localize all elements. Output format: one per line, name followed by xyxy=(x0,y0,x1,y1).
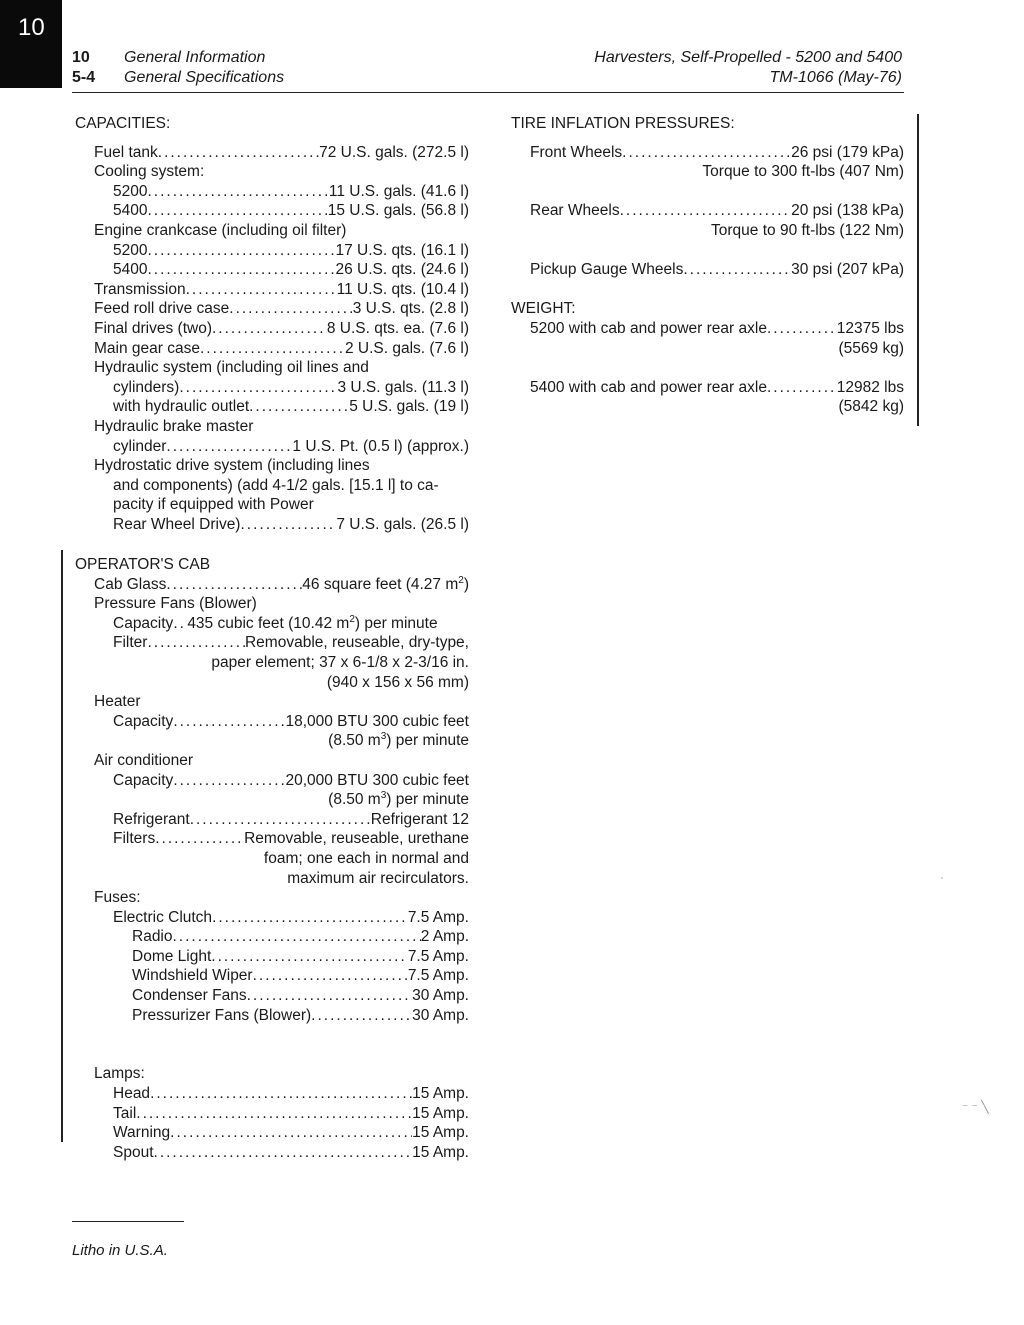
spec-refrigerant xyxy=(75,810,469,830)
spec-fuel-tank xyxy=(75,143,469,163)
spec-value: 26 U.S. qts. (24.6 l) xyxy=(335,261,469,279)
spec-value: 435 cubic feet (10.42 $m^2$) per minute xyxy=(187,613,438,632)
spec-value: 26 psi (179 kPa) xyxy=(791,143,904,161)
spec-label: Spout xyxy=(113,1143,154,1161)
lamp-warning xyxy=(75,1123,469,1143)
spec-ac-capacity xyxy=(75,771,469,791)
spec-label: cylinders) xyxy=(113,378,180,396)
spec-value: 5 U.S. gals. (19 l) xyxy=(349,398,469,416)
spec-label: Windshield Wiper xyxy=(132,967,253,985)
spec-value: 15 Amp. xyxy=(412,1124,469,1142)
weight-5400 xyxy=(511,378,904,398)
cab-section xyxy=(75,555,469,1162)
spec-label: Feed roll drive case xyxy=(94,300,230,318)
spec-value: 11 U.S. qts. (10.4 l) xyxy=(336,280,469,298)
spec-hydraulic-cylinders xyxy=(75,378,469,398)
spec-value: Refrigerant 12 xyxy=(370,810,469,828)
spec-label: with hydraulic outlet xyxy=(113,398,250,416)
footer-litho: Litho in U.S.A. xyxy=(72,1242,168,1259)
spec-cab-glass xyxy=(75,575,469,595)
spec-cooling-5400 xyxy=(75,201,469,221)
spec-value: 12375 lbs xyxy=(836,319,904,337)
spec-value: Removable, reuseable, urethane xyxy=(244,830,469,848)
spec-air-conditioner: Air conditioner xyxy=(94,751,194,769)
spec-value: 17 U.S. qts. (16.1 l) xyxy=(335,241,469,259)
spec-value: 30 psi (207 kPa) xyxy=(791,261,904,279)
tire-rear xyxy=(511,201,904,221)
spec-filters-line2: foam; one each in normal and xyxy=(263,849,469,867)
weight-5200 xyxy=(511,319,904,339)
spec-final-drives xyxy=(75,319,469,339)
spec-value: 15 Amp. xyxy=(412,1104,469,1122)
spec-label: cylinder xyxy=(113,437,167,455)
manual-title: Harvesters, Self-Propelled - 5200 and 5400 xyxy=(594,49,902,66)
capacities-section xyxy=(75,114,469,534)
spec-label: Tail xyxy=(113,1104,137,1122)
spec-label: Capacity xyxy=(113,712,174,730)
spec-hydrostatic-line2: and components) (add 4-1/2 gals. [15.1 l] to ca- xyxy=(113,476,439,494)
spec-value: 15 Amp. xyxy=(412,1085,469,1103)
spec-lamps: Lamps: xyxy=(94,1065,145,1083)
spec-label: Final drives (two) xyxy=(94,319,212,337)
capacities-heading: CAPACITIES: xyxy=(75,115,171,132)
spec-value: 15 Amp. xyxy=(412,1143,469,1161)
lamp-spout xyxy=(75,1143,469,1163)
weight-5400-metric: (5842 kg) xyxy=(838,398,904,416)
spec-label: 5400 with cab and power rear axle xyxy=(530,378,767,396)
spec-fan-filter-line3: (940 x 156 x 56 mm) xyxy=(326,673,469,691)
spec-value: 15 U.S. gals. (56.8 l) xyxy=(327,202,469,220)
spec-label: 5200 xyxy=(113,241,148,259)
spec-value: Removable, reuseable, dry-type, xyxy=(244,634,469,652)
spec-value: 12982 lbs xyxy=(836,378,904,396)
fuse-condenser-fans xyxy=(75,986,469,1006)
spec-label: Refrigerant xyxy=(113,810,190,828)
weight-5200-metric: (5569 kg) xyxy=(838,339,904,357)
tire-rear-torque: Torque to 90 ft-lbs (122 Nm) xyxy=(711,221,904,239)
page-title: General Specifications xyxy=(124,69,285,86)
spec-label: Capacity xyxy=(113,614,174,632)
spec-value: 2 Amp. xyxy=(420,928,469,946)
spec-filters-line3: maximum air recirculators. xyxy=(287,869,469,887)
spec-brake-cylinder xyxy=(75,437,469,457)
spec-label: Radio xyxy=(132,928,173,946)
spec-value: 72 U.S. gals. (272.5 l) xyxy=(319,143,469,161)
spec-label: Front Wheels xyxy=(530,143,623,161)
tire-pickup xyxy=(511,260,904,280)
header-right xyxy=(594,48,902,88)
spec-label: Rear Wheel Drive) xyxy=(113,515,241,533)
spec-value: 3 U.S. qts. (2.8 l) xyxy=(352,300,469,318)
spec-hydrostatic: Hydrostatic drive system (including lines xyxy=(94,457,370,475)
header-left xyxy=(72,48,284,88)
spec-label: Pressurizer Fans (Blower) xyxy=(132,1006,312,1024)
scan-speck: · xyxy=(940,870,944,884)
lamp-tail xyxy=(75,1104,469,1124)
lamp-head xyxy=(75,1084,469,1104)
spec-hydrostatic-line3: pacity if equipped with Power xyxy=(113,496,314,514)
spec-value: 20,000 BTU 300 cubic feet xyxy=(285,771,469,789)
spec-hydraulic-outlet xyxy=(75,397,469,417)
spec-value: 8 U.S. qts. ea. (7.6 l) xyxy=(326,319,469,337)
spec-filters xyxy=(75,829,469,849)
weight-heading: WEIGHT: xyxy=(511,300,576,318)
spec-label: Capacity xyxy=(113,771,174,789)
cab-heading: OPERATOR'S CAB xyxy=(75,556,211,573)
spec-crankcase-5200 xyxy=(75,241,469,261)
spec-value: 2 U.S. gals. (7.6 l) xyxy=(344,339,469,357)
spec-label: Dome Light xyxy=(132,947,212,965)
spec-value: 7.5 Amp. xyxy=(407,908,469,926)
spec-value: 7.5 Amp. xyxy=(407,967,469,985)
spec-cooling-5200 xyxy=(75,182,469,202)
fuse-windshield-wiper xyxy=(75,966,469,986)
spec-value: 18,000 BTU 300 cubic feet xyxy=(285,712,469,730)
spec-transmission xyxy=(75,280,469,300)
spec-value: 20 psi (138 kPa) xyxy=(791,202,904,220)
spec-fan-capacity xyxy=(75,614,469,634)
tires-section xyxy=(511,114,904,417)
spec-label: 5400 xyxy=(113,261,148,279)
spec-label: 5200 with cab and power rear axle xyxy=(530,319,767,337)
footer-rule xyxy=(72,1221,184,1222)
spec-label: Warning xyxy=(113,1124,171,1142)
spec-brake: Hydraulic brake master xyxy=(94,417,254,435)
change-bar-right xyxy=(917,114,919,426)
spec-crankcase: Engine crankcase (including oil filter) xyxy=(94,221,347,239)
spec-value: 3 U.S. gals. (11.3 l) xyxy=(337,378,469,396)
spec-heater-capacity xyxy=(75,712,469,732)
spec-label: Electric Clutch xyxy=(113,908,213,926)
spec-value: 7 U.S. gals. (26.5 l) xyxy=(336,515,469,533)
spec-label: 5400 xyxy=(113,202,148,220)
header-rule xyxy=(72,92,904,93)
section-title: General Information xyxy=(124,49,266,66)
spec-fuses: Fuses: xyxy=(94,889,141,907)
fuse-pressurizer-fans xyxy=(75,1006,469,1026)
spec-value: 11 U.S. gals. (41.6 l) xyxy=(328,182,469,200)
spec-label: Condenser Fans xyxy=(132,987,247,1005)
spec-fan-filter xyxy=(75,633,469,653)
scan-speck: ⁻ ⁻ ╲ xyxy=(962,1100,989,1114)
section-tab xyxy=(0,0,62,88)
spec-label: Transmission xyxy=(94,280,186,298)
spec-crankcase-5400 xyxy=(75,260,469,280)
spec-label: Cab Glass xyxy=(94,575,167,593)
spec-value: 7.5 Amp. xyxy=(407,947,469,965)
fuse-electric-clutch xyxy=(75,908,469,928)
spec-feed-roll xyxy=(75,299,469,319)
spec-value: 46 square feet (4.27 $m^2$) xyxy=(302,574,469,593)
spec-label: Head xyxy=(113,1085,151,1103)
spec-label: Filter xyxy=(113,634,148,652)
section-tab-number: 10 xyxy=(18,14,45,41)
spec-value: 30 Amp. xyxy=(412,1006,469,1024)
manual-code: TM-1066 (May-76) xyxy=(769,69,902,86)
spec-label: Rear Wheels xyxy=(530,202,620,220)
section-number: 10 xyxy=(72,49,90,66)
page-number: 5-4 xyxy=(72,69,96,86)
spec-label: Filters xyxy=(113,830,156,848)
change-bar-left xyxy=(61,550,63,1142)
spec-heater: Heater xyxy=(94,693,141,711)
tires-heading: TIRE INFLATION PRESSURES: xyxy=(511,115,735,132)
spec-label: Main gear case xyxy=(94,339,200,357)
tire-front-torque: Torque to 300 ft-lbs (407 Nm) xyxy=(702,163,904,181)
spec-fan-filter-line2: paper element; 37 x 6-1/8 x 2-3/16 in. xyxy=(211,653,469,671)
spec-label: Pickup Gauge Wheels xyxy=(530,261,684,279)
spec-hydraulic: Hydraulic system (including oil lines and xyxy=(94,359,369,377)
spec-cooling: Cooling system: xyxy=(94,163,205,181)
tire-front xyxy=(511,143,904,163)
fuse-radio xyxy=(75,927,469,947)
spec-pressure-fans: Pressure Fans (Blower) xyxy=(94,595,257,613)
spec-heater-capacity-line2: (8.50 $m^3$) per minute xyxy=(328,731,469,750)
fuse-dome-light xyxy=(75,947,469,967)
spec-main-gear xyxy=(75,339,469,359)
spec-value: 1 U.S. Pt. (0.5 l) (approx.) xyxy=(292,437,469,455)
spec-value: 30 Amp. xyxy=(412,987,469,1005)
spec-label: 5200 xyxy=(113,182,148,200)
spec-ac-capacity-line2: (8.50 $m^3$) per minute xyxy=(328,789,469,809)
spec-label: Fuel tank xyxy=(94,143,158,161)
spec-hydrostatic-rear xyxy=(75,515,469,535)
